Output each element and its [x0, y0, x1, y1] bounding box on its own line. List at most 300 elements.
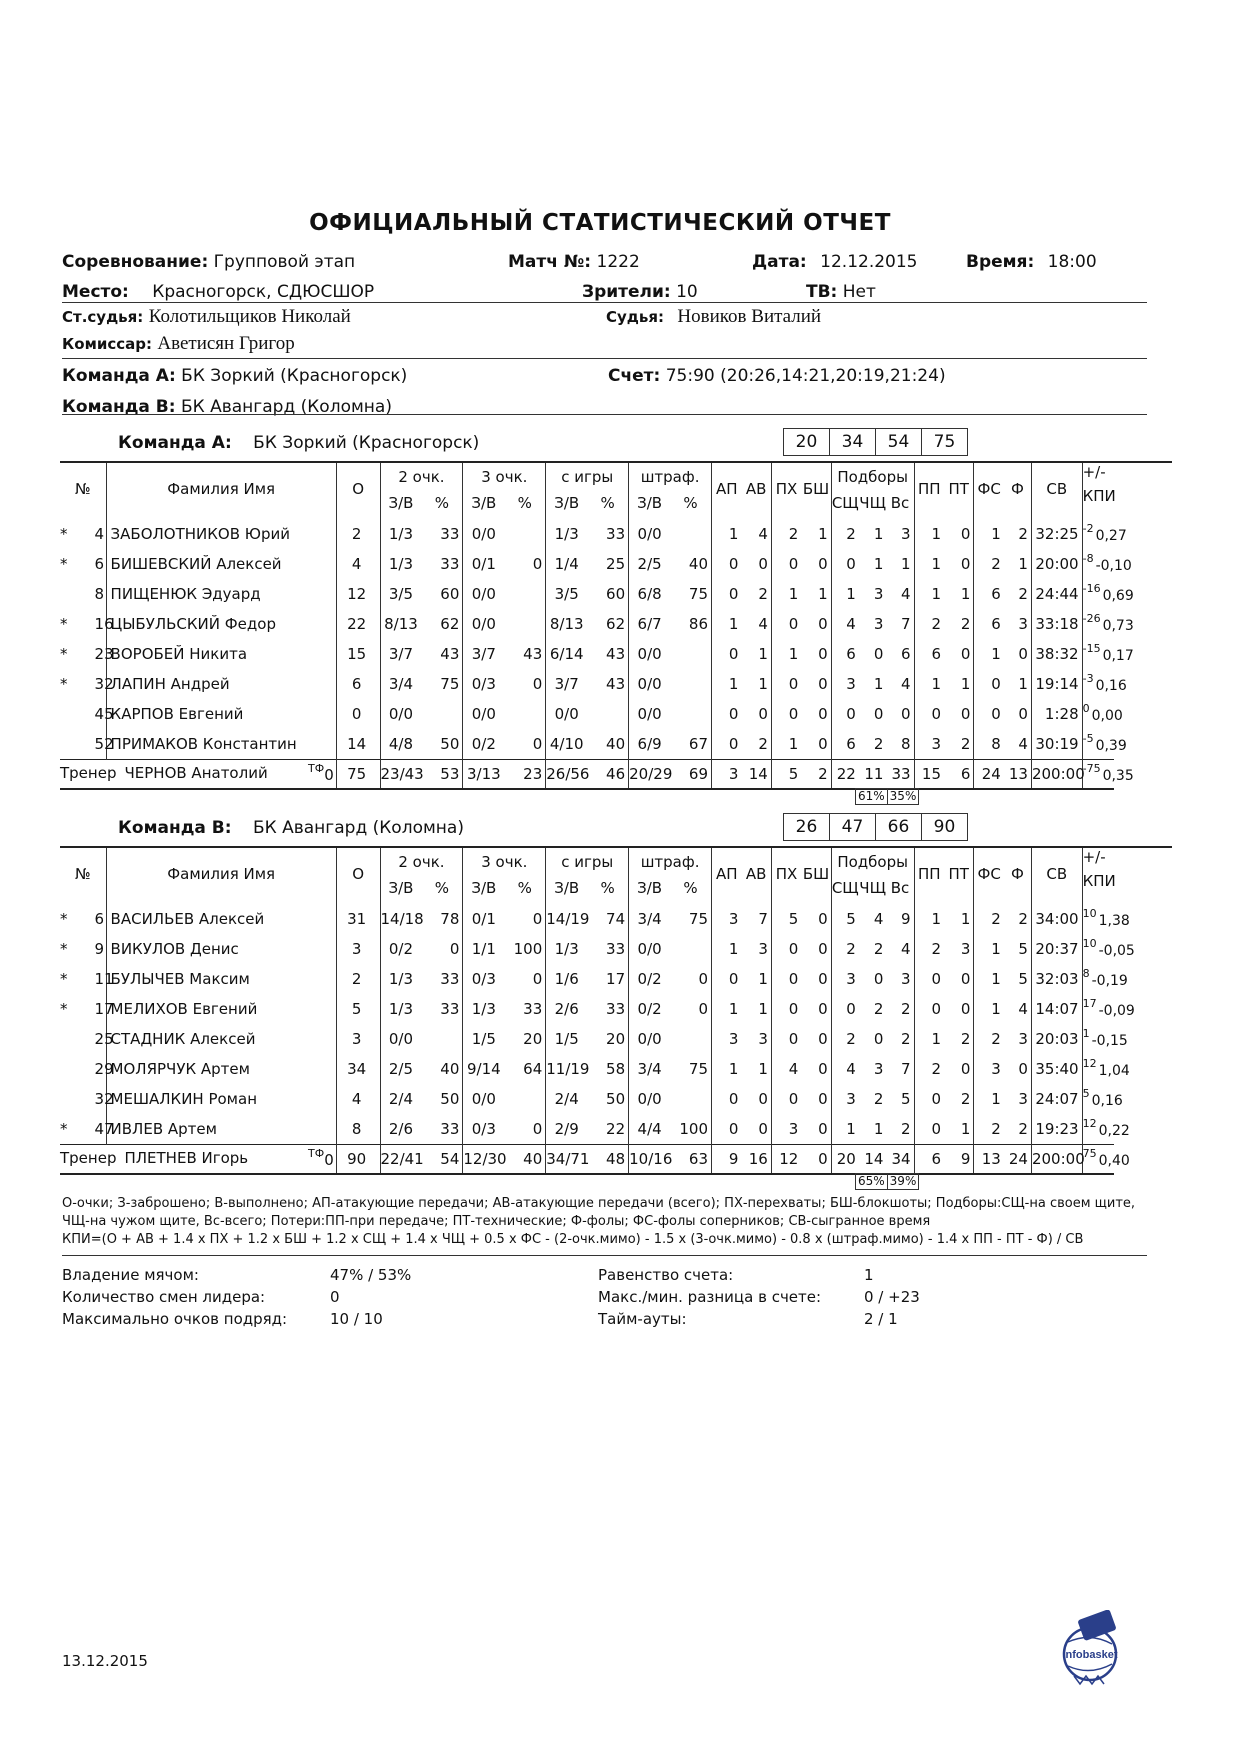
- timeouts-value: 2 / 1: [864, 1310, 898, 1328]
- summary-divider: [62, 1255, 1147, 1256]
- stat-fg-pct: 62: [587, 609, 628, 639]
- col-plus-minus-label: +/-: [1082, 848, 1106, 866]
- player-row: [60, 639, 1172, 669]
- stat-to-pass: 0: [931, 970, 941, 988]
- stat-fg-pct: 33: [587, 515, 628, 549]
- total-to-tech: 9: [944, 1145, 974, 1175]
- summary-left: [62, 1264, 287, 1330]
- col-ft-pct: %: [670, 491, 711, 515]
- team-b-stats-table: [60, 846, 1172, 1175]
- stat-steals: 0: [788, 1030, 799, 1048]
- stat-ft-made: 4/4: [637, 1120, 662, 1138]
- place-row: [62, 282, 374, 302]
- total-ft-pct: 69: [670, 760, 711, 790]
- stat-plus-minus: -2: [1082, 522, 1094, 535]
- total-to-pass: 6: [914, 1145, 944, 1175]
- starter-mark: [60, 579, 95, 609]
- stat-reb-total: 2: [886, 1114, 914, 1145]
- stat-two-made: 0/0: [388, 1030, 414, 1048]
- player-number: 6: [95, 900, 107, 934]
- player-name: МОЛЯРЧУК Артем: [106, 1054, 336, 1084]
- legend: [62, 1195, 1162, 1249]
- stat-steals: 4: [788, 1060, 799, 1078]
- stat-plus-minus: 12: [1082, 1057, 1097, 1070]
- match-label: Матч №:: [508, 252, 592, 272]
- stat-points: 22: [336, 609, 380, 639]
- team-b-header-value: БК Авангард (Коломна): [180, 397, 392, 417]
- team-a-q2: 34: [829, 429, 875, 455]
- stat-points: 3: [336, 934, 380, 964]
- stat-points: 14: [336, 729, 380, 760]
- total-steals: 12: [771, 1145, 801, 1175]
- stat-three-pct: 100: [504, 934, 545, 964]
- plus-minus-kpi: [1082, 1024, 1128, 1054]
- stat-assists-total: 0: [741, 549, 771, 579]
- stat-assists: 1: [728, 615, 739, 633]
- stat-assists-total: 1: [741, 994, 771, 1024]
- stat-fg-made: 2/4: [554, 1090, 579, 1108]
- stat-steals: 0: [788, 970, 799, 988]
- print-date: 13.12.2015: [62, 1652, 148, 1670]
- stat-to-pass: 6: [931, 645, 941, 663]
- stat-reb-off: 2: [873, 940, 884, 958]
- stat-ft-made: 0/0: [637, 645, 662, 663]
- col-ft-made-att: З/В: [637, 879, 663, 897]
- stat-to-tech: 3: [944, 934, 974, 964]
- stat-assists: 0: [728, 705, 739, 723]
- col-num: №: [60, 847, 106, 900]
- col-blocks: БШ: [801, 847, 831, 900]
- player-number: 47: [95, 1114, 107, 1145]
- team-b-title-label: Команда B:: [118, 818, 232, 838]
- stat-ft-made: 6/9: [637, 735, 662, 753]
- stat-ft-pct: 0: [670, 964, 711, 994]
- stat-to-pass: 0: [931, 705, 941, 723]
- tf-value: 0: [324, 1151, 334, 1169]
- stat-reb-off: 2: [873, 735, 884, 753]
- player-name: ВОРОБЕЙ Никита: [106, 639, 336, 669]
- lead-changes-label: Количество смен лидера:: [62, 1288, 266, 1306]
- stat-to-pass: 0: [931, 1120, 941, 1138]
- stat-blocks: 0: [801, 1114, 831, 1145]
- starter-mark: *: [60, 940, 68, 958]
- stat-blocks: 0: [801, 729, 831, 760]
- col-three-made-att: З/В: [471, 879, 497, 897]
- col-kpi: КПИ: [1082, 487, 1116, 505]
- stat-blocks: 0: [801, 669, 831, 699]
- col-kpi: КПИ: [1082, 872, 1116, 890]
- stat-two-pct: 78: [421, 900, 462, 934]
- stat-ft-made: 0/0: [637, 1030, 662, 1048]
- stat-fouls-drawn: 1: [991, 645, 1001, 663]
- stat-reb-def: 2: [846, 525, 856, 543]
- player-number: 6: [95, 549, 107, 579]
- total-two-pct: 54: [421, 1145, 462, 1175]
- stat-fg-pct: 50: [587, 1084, 628, 1114]
- stat-reb-def: 4: [846, 615, 856, 633]
- total-plus-minus-kpi: [1082, 760, 1134, 790]
- chief-referee-row: [62, 306, 351, 328]
- stat-fg-made: 6/14: [549, 645, 584, 663]
- col-fg-pct: %: [587, 491, 628, 515]
- plus-minus-kpi: [1082, 729, 1127, 760]
- stat-reb-def: 3: [846, 1090, 856, 1108]
- stat-ft-pct: 0: [670, 994, 711, 1024]
- stat-fg-made: 1/5: [554, 1030, 579, 1048]
- stat-minutes: 14:07: [1031, 994, 1082, 1024]
- stat-fouls: 4: [1004, 994, 1032, 1024]
- col-assists-total: АВ: [741, 462, 771, 515]
- stat-reb-off: 0: [873, 1030, 884, 1048]
- col-rebounds: Подборы: [831, 847, 914, 876]
- starter-mark: *: [60, 1120, 68, 1138]
- stat-reb-off: 0: [873, 645, 884, 663]
- stat-points: 3: [336, 1024, 380, 1054]
- stat-to-pass: 1: [931, 585, 941, 603]
- team-a-title-name: БК Зоркий (Красногорск): [253, 433, 480, 453]
- stat-to-tech: 2: [944, 729, 974, 760]
- stat-to-pass: 0: [931, 1090, 941, 1108]
- col-reb-off: ЧЩ: [859, 494, 886, 512]
- legend-line-2: ЧЩ-на чужом щите, Вс-всего; Потери:ПП-при передаче; ПТ-технические; Ф-фолы; ФС-фолы соперников; СВ-сыгранное время: [62, 1214, 931, 1229]
- team-a-q4: 75: [921, 429, 967, 455]
- stat-fouls: 5: [1004, 964, 1032, 994]
- stat-two-pct: 43: [421, 639, 462, 669]
- commissioner-row: [62, 333, 295, 355]
- stat-fouls: 2: [1004, 515, 1032, 549]
- plus-minus-kpi: [1082, 699, 1123, 729]
- stat-kpi: 0,00: [1091, 708, 1123, 724]
- stat-fouls-drawn: 6: [991, 585, 1001, 603]
- player-name: КАРПОВ Евгений: [106, 699, 336, 729]
- stat-fouls: 0: [1004, 699, 1032, 729]
- stat-two-made: 8/13: [384, 615, 418, 633]
- possession-label: Владение мячом:: [62, 1266, 199, 1284]
- stat-ft-pct: 67: [670, 729, 711, 760]
- total-points: 75: [336, 760, 380, 790]
- stat-to-tech: 0: [944, 1054, 974, 1084]
- stat-kpi: -0,09: [1098, 1003, 1135, 1019]
- stat-minutes: 19:14: [1031, 669, 1082, 699]
- stat-two-pct: 40: [421, 1054, 462, 1084]
- stat-reb-def: 1: [846, 585, 856, 603]
- stat-reb-def: 2: [846, 940, 856, 958]
- max-run-value: 10 / 10: [330, 1310, 383, 1328]
- player-name: МЕЛИХОВ Евгений: [106, 994, 336, 1024]
- stat-plus-minus: 17: [1082, 997, 1097, 1010]
- stat-reb-off: 3: [873, 585, 884, 603]
- stat-two-made: 1/3: [388, 1000, 414, 1018]
- stat-blocks: 0: [801, 994, 831, 1024]
- stat-fouls-drawn: 1: [991, 1090, 1001, 1108]
- stat-reb-off: 0: [873, 705, 884, 723]
- stat-minutes: 20:03: [1031, 1024, 1082, 1054]
- stat-steals: 1: [788, 735, 799, 753]
- total-fouls: 24: [1004, 1145, 1032, 1175]
- starter-mark: [60, 1024, 95, 1054]
- starter-mark: [60, 699, 95, 729]
- stat-two-made: 14/18: [380, 910, 424, 928]
- plus-minus-kpi: [1082, 609, 1134, 639]
- stat-three-made: 9/14: [467, 1060, 501, 1078]
- stat-fg-pct: 33: [587, 994, 628, 1024]
- spectators-value: 10: [676, 282, 698, 302]
- stat-assists: 0: [728, 1090, 739, 1108]
- player-row: [60, 934, 1172, 964]
- stat-three-pct: 0: [504, 1114, 545, 1145]
- score-row: [608, 366, 946, 386]
- stat-fouls-drawn: 1: [991, 970, 1001, 988]
- total-three-pct: 23: [504, 760, 545, 790]
- team-total-row: [60, 760, 1172, 790]
- stat-assists: 0: [728, 645, 739, 663]
- col-fg-made-att: З/В: [554, 879, 580, 897]
- player-row: [60, 609, 1172, 639]
- stat-to-pass: 1: [931, 525, 941, 543]
- col-blocks: БШ: [801, 462, 831, 515]
- stat-three-made: 0/0: [471, 615, 496, 633]
- stat-blocks: 0: [801, 1024, 831, 1054]
- tf-label: ТФ: [308, 762, 325, 775]
- stat-points: 8: [336, 1114, 380, 1145]
- stat-points: 12: [336, 579, 380, 609]
- stat-kpi: 0,16: [1091, 1093, 1123, 1109]
- total-fg-made: 34/71: [546, 1145, 587, 1175]
- col-reb-def: СЩ: [831, 879, 859, 897]
- stat-ft-pct: 75: [670, 1054, 711, 1084]
- stat-two-made: 2/5: [388, 1060, 414, 1078]
- stat-assists: 1: [728, 1060, 739, 1078]
- col-fouls: Ф: [1004, 462, 1032, 515]
- stat-two-pct: 50: [421, 1084, 462, 1114]
- stat-plus-minus: -16: [1082, 582, 1101, 595]
- stat-assists-total: 0: [741, 699, 771, 729]
- stat-to-tech: 1: [944, 579, 974, 609]
- starter-mark: *: [60, 910, 68, 928]
- col-two-pct: %: [421, 876, 462, 900]
- player-row: [60, 964, 1172, 994]
- team-b-title: [118, 818, 464, 838]
- player-name: ЗАБОЛОТНИКОВ Юрий: [106, 515, 336, 549]
- stat-reb-total: 7: [886, 609, 914, 639]
- stat-assists-total: 4: [741, 609, 771, 639]
- stat-assists: 0: [728, 1120, 739, 1138]
- stat-assists: 1: [728, 940, 739, 958]
- col-three-pct: %: [504, 876, 545, 900]
- stat-steals: 0: [788, 940, 799, 958]
- stat-reb-def: 0: [846, 555, 856, 573]
- total-to-tech: 6: [944, 760, 974, 790]
- team-a-title-label: Команда А:: [118, 433, 232, 453]
- player-number: 17: [95, 994, 107, 1024]
- stat-fg-pct: 58: [587, 1054, 628, 1084]
- total-reb-def: 22: [831, 760, 859, 790]
- stat-reb-def: 5: [846, 910, 856, 928]
- team-a-header-label: Команда А:: [62, 366, 176, 386]
- player-name: ВАСИЛЬЕВ Алексей: [106, 900, 336, 934]
- stat-three-made: 0/1: [471, 555, 496, 573]
- stat-assists-total: 3: [741, 1024, 771, 1054]
- chief-referee-value: Колотильщиков Николай: [148, 306, 351, 327]
- team-b-q3: 66: [875, 814, 921, 840]
- stat-blocks: 0: [801, 609, 831, 639]
- col-reb-total: Вс: [886, 491, 914, 515]
- technical-fouls: [308, 1149, 336, 1169]
- stat-steals: 0: [788, 1090, 799, 1108]
- stat-ft-pct: [670, 699, 711, 729]
- stat-blocks: 1: [801, 579, 831, 609]
- plus-minus-kpi: [1082, 549, 1132, 579]
- col-field-goals: с игры: [546, 847, 629, 876]
- total-reb-total: 33: [886, 760, 914, 790]
- stat-reb-def: 0: [846, 1000, 856, 1018]
- stat-minutes: 34:00: [1031, 900, 1082, 934]
- col-steals: ПХ: [775, 865, 798, 883]
- total-ft-made: 20/29: [629, 760, 670, 790]
- stat-ft-made: 3/4: [637, 910, 662, 928]
- coach-name: ЧЕРНОВ Анатолий: [124, 764, 268, 782]
- lead-changes-value: 0: [330, 1288, 340, 1306]
- player-row: [60, 669, 1172, 699]
- stat-assists-total: 2: [741, 729, 771, 760]
- stat-minutes: 20:37: [1031, 934, 1082, 964]
- stat-fg-pct: [587, 699, 628, 729]
- stat-plus-minus: -15: [1082, 642, 1101, 655]
- date-row: [752, 252, 918, 272]
- team-a-stats-table: [60, 461, 1172, 790]
- stat-plus-minus: 5: [1082, 1087, 1090, 1100]
- player-row: [60, 515, 1172, 549]
- svg-text:infobasket: infobasket: [1062, 1649, 1118, 1661]
- total-fg-pct: 48: [587, 1145, 628, 1175]
- referee-divider: [62, 358, 1147, 359]
- stat-three-made: 0/0: [471, 1090, 496, 1108]
- match-value: 1222: [596, 252, 640, 272]
- stat-fouls: 5: [1004, 934, 1032, 964]
- date-label: Дата:: [752, 252, 807, 272]
- stat-two-made: 3/7: [388, 645, 414, 663]
- plus-minus-kpi: [1082, 900, 1130, 934]
- stat-assists-total: 1: [741, 639, 771, 669]
- col-two-pt: 2 очк.: [380, 847, 463, 876]
- stat-minutes: 24:07: [1031, 1084, 1082, 1114]
- stat-points: 5: [336, 994, 380, 1024]
- stat-ft-made: 0/0: [637, 940, 662, 958]
- team-a-header-value: БК Зоркий (Красногорск): [181, 366, 408, 386]
- stat-points: 0: [336, 699, 380, 729]
- col-plus-minus: [1082, 847, 1114, 900]
- stat-reb-off: 3: [873, 1060, 884, 1078]
- col-three-made-att: З/В: [471, 494, 497, 512]
- stat-ft-made: 6/7: [637, 615, 662, 633]
- stat-two-pct: [421, 1024, 462, 1054]
- plus-minus-kpi: [1082, 639, 1134, 669]
- competition-row: [62, 252, 355, 272]
- stat-reb-total: 1: [886, 549, 914, 579]
- player-number: 16: [95, 609, 107, 639]
- stat-plus-minus: 8: [1082, 967, 1090, 980]
- stat-to-tech: 0: [944, 549, 974, 579]
- total-fouls: 13: [1004, 760, 1032, 790]
- stat-fg-pct: 40: [587, 729, 628, 760]
- team-b-q4: 90: [921, 814, 967, 840]
- stat-three-pct: [504, 699, 545, 729]
- stat-reb-total: 2: [886, 1024, 914, 1054]
- stat-reb-off: 0: [873, 970, 884, 988]
- stat-reb-off: 1: [873, 675, 884, 693]
- stat-to-tech: 1: [944, 669, 974, 699]
- stat-steals: 0: [788, 1000, 799, 1018]
- stat-blocks: 0: [801, 699, 831, 729]
- player-name: МЕШАЛКИН Роман: [106, 1084, 336, 1114]
- player-row: [60, 1054, 1172, 1084]
- coach-cell: [60, 1145, 336, 1175]
- col-rebounds: Подборы: [831, 462, 914, 491]
- total-fouls-drawn: 13: [974, 1145, 1004, 1175]
- stat-fouls: 3: [1004, 1024, 1032, 1054]
- stat-ft-pct: [670, 515, 711, 549]
- stat-two-pct: 62: [421, 609, 462, 639]
- player-number: 29: [95, 1054, 107, 1084]
- player-number: 8: [95, 579, 107, 609]
- stat-assists-total: 0: [741, 1084, 771, 1114]
- starter-mark: [60, 729, 95, 760]
- stat-three-pct: 0: [504, 549, 545, 579]
- stat-three-made: 3/7: [471, 645, 496, 663]
- stat-points: 4: [336, 1084, 380, 1114]
- col-plus-minus: [1082, 462, 1114, 515]
- stat-ft-pct: [670, 1084, 711, 1114]
- stat-blocks: 0: [801, 934, 831, 964]
- stat-three-made: 0/3: [471, 970, 496, 988]
- stat-three-pct: 0: [504, 729, 545, 760]
- stat-assists: 1: [728, 525, 739, 543]
- stat-kpi: -0,05: [1098, 943, 1135, 959]
- team-b-q1: 26: [795, 817, 818, 837]
- stat-three-pct: 43: [504, 639, 545, 669]
- stat-steals: 0: [788, 555, 799, 573]
- stat-plus-minus: 10: [1082, 937, 1097, 950]
- stat-two-pct: 33: [421, 994, 462, 1024]
- stat-three-made: 0/0: [471, 525, 496, 543]
- stat-points: 4: [336, 549, 380, 579]
- stat-ft-pct: 75: [670, 579, 711, 609]
- stat-ft-pct: 100: [670, 1114, 711, 1145]
- stat-kpi: 0,17: [1102, 648, 1134, 664]
- stat-fouls: 0: [1004, 1054, 1032, 1084]
- col-steals: ПХ: [775, 480, 798, 498]
- commissioner-label: Комиссар:: [62, 335, 152, 353]
- stat-three-pct: 64: [504, 1054, 545, 1084]
- plus-minus-kpi: [1082, 994, 1135, 1024]
- stat-blocks: 0: [801, 900, 831, 934]
- stat-kpi: 0,22: [1098, 1123, 1130, 1139]
- stat-assists: 0: [728, 970, 739, 988]
- stat-fg-pct: 43: [587, 639, 628, 669]
- stat-steals: 3: [788, 1120, 799, 1138]
- stat-ft-made: 3/4: [637, 1060, 662, 1078]
- player-row: [60, 900, 1172, 934]
- stat-to-tech: 0: [944, 994, 974, 1024]
- stat-assists-total: 7: [741, 900, 771, 934]
- stat-fouls-drawn: 8: [991, 735, 1001, 753]
- date-value: 12.12.2015: [820, 252, 918, 272]
- stat-fouls-drawn: 3: [991, 1060, 1001, 1078]
- stat-reb-off: 1: [873, 525, 884, 543]
- team-a-quarters: [783, 428, 968, 456]
- competition-value: Групповой этап: [213, 252, 356, 272]
- col-assists: АП: [715, 865, 738, 883]
